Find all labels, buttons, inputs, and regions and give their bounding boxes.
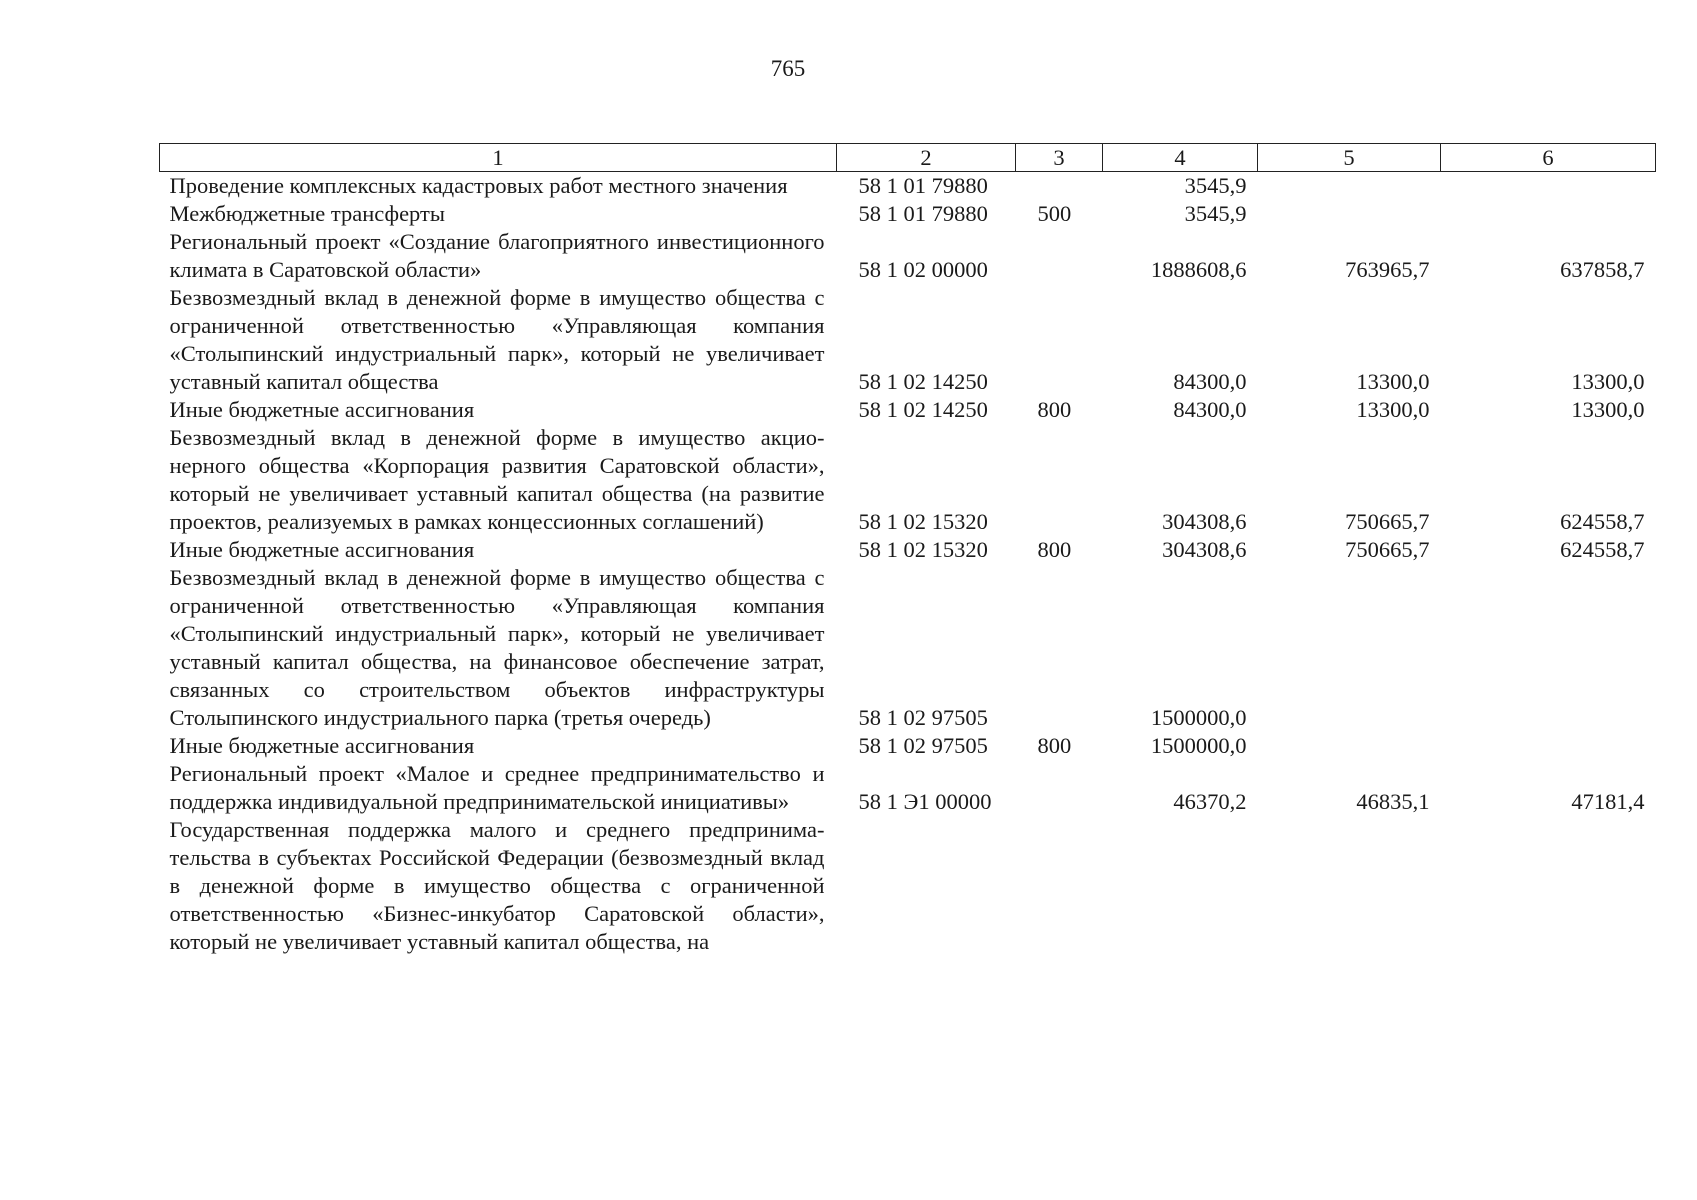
row-value-col6-cell: 13300,0 [1571, 369, 1645, 394]
row-value-col5-cell: 46835,1 [1356, 789, 1430, 814]
column-header-4: 4 [1103, 144, 1258, 172]
row-expense-type-cell: 500 [1037, 201, 1072, 226]
table-row [160, 200, 1656, 228]
row-code-cell: 58 1 02 15320 [858, 509, 988, 534]
row-value-col5-cell [1258, 172, 1441, 201]
row-value-col5-cell: 13300,0 [1356, 397, 1430, 422]
table-row [160, 228, 1656, 284]
row-code-cell: 58 1 02 00000 [858, 257, 988, 282]
row-name-cell: Государственная поддержка малого и среднего предпринимательства в субъектах Российской Федерации (безвозмездный вклад в денежной форме в имущество общества с ограниченной ответственностью «Бизнес-инкубатор Саратовской области», который не увеличивает уставный капитал общества, на [169, 817, 825, 954]
row-value-col6-cell [1441, 732, 1656, 760]
row-value-col4-cell: 3545,9 [1184, 173, 1247, 198]
column-header-3: 3 [1016, 144, 1103, 172]
table-row [160, 564, 1656, 732]
row-expense-type-cell: 800 [1037, 733, 1072, 758]
row-value-col6-cell [1441, 564, 1656, 732]
row-expense-type-cell [1016, 172, 1103, 201]
row-value-col5-cell: 13300,0 [1356, 369, 1430, 394]
row-expense-type-cell: 800 [1037, 537, 1072, 562]
row-value-col4-cell: 1500000,0 [1150, 705, 1247, 730]
row-value-col4-cell [1103, 816, 1258, 956]
budget-table [159, 143, 1656, 956]
row-expense-type-cell [1016, 228, 1103, 284]
row-value-col5-cell: 750665,7 [1345, 537, 1430, 562]
column-header-6: 6 [1441, 144, 1656, 172]
row-expense-type-cell [1016, 284, 1103, 396]
budget-table-container [159, 143, 1655, 956]
row-value-col6-cell: 624558,7 [1560, 537, 1645, 562]
table-row [160, 760, 1656, 816]
row-value-col4-cell: 304308,6 [1162, 509, 1247, 534]
column-header-1: 1 [160, 144, 837, 172]
row-value-col6-cell: 47181,4 [1571, 789, 1645, 814]
table-row [160, 816, 1656, 956]
row-code-cell: 58 1 02 15320 [858, 537, 988, 562]
row-value-col4-cell: 46370,2 [1173, 789, 1247, 814]
row-value-col4-cell: 3545,9 [1184, 201, 1247, 226]
row-value-col5-cell [1258, 816, 1441, 956]
row-name-cell: Межбюджетные трансферты [169, 201, 445, 226]
table-row [160, 284, 1656, 396]
page-number: 765 [770, 56, 806, 81]
table-row [160, 536, 1656, 564]
row-value-col5-cell [1258, 200, 1441, 228]
table-row [160, 172, 1656, 201]
row-name-cell: Проведение комплексных кадастровых работ местного значения [169, 173, 788, 198]
row-name-cell: Региональный проект «Малое и среднее предпринимательство и поддержка индивидуальной предпринимательской инициативы» [169, 761, 825, 814]
table-row [160, 396, 1656, 424]
row-value-col6-cell: 13300,0 [1571, 397, 1645, 422]
row-name-cell: Безвозмездный вклад в денежной форме в имущество акционерного общества «Корпорация развития Саратовской области», который не увеличивает уставный капитал общества (на развитие проектов, реализуемых в рамках концессионных соглашений) [169, 425, 825, 534]
row-value-col4-cell: 84300,0 [1173, 369, 1247, 394]
row-code-cell: 58 1 Э1 00000 [858, 789, 992, 814]
row-expense-type-cell [1016, 564, 1103, 732]
table-body [160, 172, 1656, 957]
row-expense-type-cell [1016, 816, 1103, 956]
header-row [160, 144, 1656, 172]
row-name-cell: Безвозмездный вклад в денежной форме в имущество общества с ограниченной ответственностью «Управляющая компания «Столыпинский индустриальный парк», который не увеличивает уставный капитал общества, на финансовое обеспечение затрат, связанных со строительством объектов инфраструктуры Столыпинского индустриального парка (третья очередь) [169, 565, 825, 730]
row-name-cell: Иные бюджетные ассигнования [169, 397, 475, 422]
row-code-cell: 58 1 02 97505 [858, 705, 988, 730]
row-value-col4-cell: 1500000,0 [1150, 733, 1247, 758]
row-code-cell: 58 1 01 79880 [858, 173, 988, 198]
row-value-col5-cell: 750665,7 [1345, 509, 1430, 534]
row-code-cell: 58 1 01 79880 [858, 201, 988, 226]
row-code-cell [837, 816, 1016, 956]
row-name-cell: Региональный проект «Создание благоприятного инвестиционного климата в Саратовской области» [169, 229, 825, 282]
row-code-cell: 58 1 02 97505 [858, 733, 988, 758]
row-value-col4-cell: 304308,6 [1162, 537, 1247, 562]
column-header-5: 5 [1258, 144, 1441, 172]
row-expense-type-cell [1016, 760, 1103, 816]
row-expense-type-cell [1016, 424, 1103, 536]
row-value-col6-cell [1441, 172, 1656, 201]
row-value-col6-cell [1441, 200, 1656, 228]
row-value-col6-cell: 637858,7 [1560, 257, 1645, 282]
table-row [160, 732, 1656, 760]
row-value-col5-cell [1258, 564, 1441, 732]
row-name-cell: Иные бюджетные ассигнования [169, 537, 475, 562]
row-code-cell: 58 1 02 14250 [858, 369, 988, 394]
table-row [160, 424, 1656, 536]
row-expense-type-cell: 800 [1037, 397, 1072, 422]
row-name-cell: Безвозмездный вклад в денежной форме в имущество общества с ограниченной ответственностью «Управляющая компания «Столыпинский индустриальный парк», который не увеличивает уставный капитал общества [169, 285, 825, 394]
row-value-col5-cell: 763965,7 [1345, 257, 1430, 282]
row-name-cell: Иные бюджетные ассигнования [169, 733, 475, 758]
row-value-col5-cell [1258, 732, 1441, 760]
row-code-cell: 58 1 02 14250 [858, 397, 988, 422]
row-value-col4-cell: 84300,0 [1173, 397, 1247, 422]
row-value-col6-cell: 624558,7 [1560, 509, 1645, 534]
column-header-2: 2 [837, 144, 1016, 172]
row-value-col4-cell: 1888608,6 [1150, 257, 1247, 282]
row-value-col6-cell [1441, 816, 1656, 956]
